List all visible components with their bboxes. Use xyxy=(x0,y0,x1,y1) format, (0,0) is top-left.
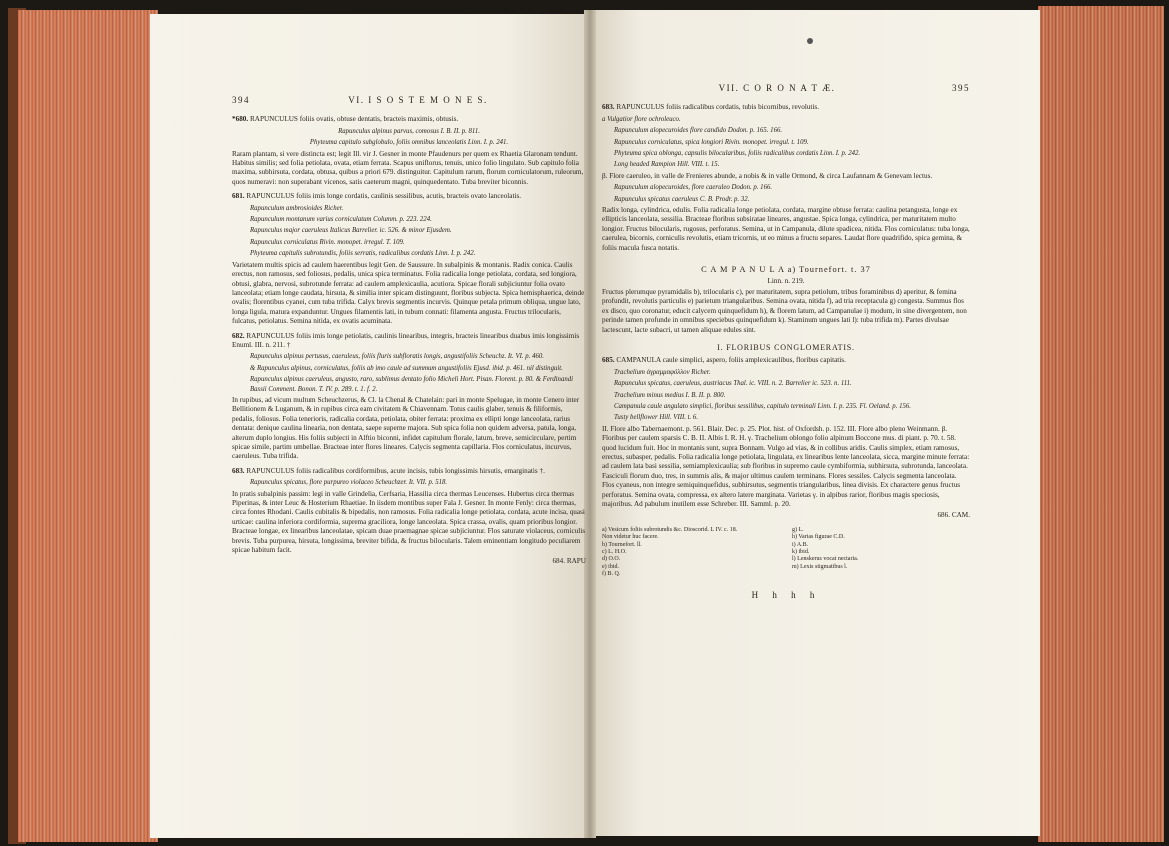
reference: & Rapunculus alpinus, corniculatus, foliis ab imo caule ad summum angustifoliis Ejusd. ibid. p. 461. nil distinguit. xyxy=(250,364,563,372)
reference: Trachelium minus medius I. B. II. p. 800. xyxy=(614,391,726,399)
reference: Rapunculus spicatus, flore purpureo violaceo Scheuchzer. It. VII. p. 518. xyxy=(250,479,448,487)
reference: Rapunculus alpinus caeruleus, angusto, raro, sublimus dentato folio Micheli Hort. Pisan. Florent. p. 80. & Ferdinandi Bassii Comment. Bonon. T. IV. p. 289. t. 1. f. 2. xyxy=(250,376,574,393)
reference: Phyteuma capitulo subglobulo, foliis omnibus lanceolatis Linn. I. p. 241. xyxy=(309,139,509,147)
reference: Rapunculus corniculatus Rivin. monopet. irregul. T. 109. xyxy=(250,238,405,246)
entry-body: Radix longa, cylindrica, edulis. Folia radicalia longe petiolata, cordata, margine obtuse ferrata: caulina petangusta, longe ex ellipticis lanceolata, sessilia. Bracteae floribus subsiratae lineares, angustae. Spica longa, cylindrica, per maturitatem multo longior. Fructus bilocularis, rugosus, perforatus. Semina, ut in Campanula, dilute spadicea, nitida. Flos corniculatus: tuba longa, caerulea, bicornis, corniculis revolutis, etiam tricornis, ut eo minus a fructu separes. Laudat flore quadrifido, spica gemina, & foliis macula fusca notatis. xyxy=(602,206,970,252)
entry-683: 683. RAPUNCULUS foliis radicalibus cordiformibus, acute incisis, tubis longissimis hirsutis, emarginatis †. xyxy=(232,466,545,475)
reference: Rapunculus spicatus caeruleus C. B. Prodr. p. 32. xyxy=(614,195,750,203)
reference: Phyteuma spica oblonga, capsulis bilocularibus, foliis radicalibus cordatis Linn. I. p. 242. xyxy=(614,150,861,158)
footnotes: a) Vesicum foliis subrotundis &c. Dioscorid. L IV. c. 18. Non videtur huc facere. b) Tournefort. ll. c) L. H.O. d) O.O. e) ibid. f) B. Q. g) L. h) Varias figurae C.D. i) A.B. k) ibid. l) Lenskerus vocat nectaria. m) Lexis stigmatibus l. xyxy=(602,526,859,578)
entry-680: *680. RAPUNCULUS foliis ovatis, obtuse dentatis, bracteis maximis, obtusis. xyxy=(232,115,459,124)
entry-body: II. Flore albo Tabernaemont. p. 561. Blair. Dec. p. 25. Plot. hist. of Oxfordsh. p. 152. III. Flore albo pleno Weinmann. β. Floribus per caulem sparsis C. B. II. Albis I. R. H. γ. Trachelium oblongo folio alpinum Boccone mus. di piant. p. 70. t. 58. quod lucidum fuit. Hoc in montanis sunt, supra Bonnam. Vulgo ad vias, & in collibus aridis. Caulis simplex, etiam ramosus, erectus, subasper, pedalis. Folia radicalia longe petiolata, lingulata, ex linearibus lente lanceolata, sicca, margine minute ferrata: ad caulem lata basi sessilia, semiamplexicaulia; sub floribus in supremo caule cymbiformia, subhirsuta, subrotunda, lanceolata. Fasciculi florum duo, tres, in summis alis, & major ultimus caulem terminans. Flores sessiles. Calycis segmenta lanceolata. Flos cyaneus, non integre semiquinquefidus, subhirsutus, segmentis triangularibus, linea divisis. Ex charactere genus fructus perforatus. Semina ovata, compressa, ex altero latere marginata. Varietas γ. in alpibus rarior, floribus magis speciosis, majoribus. Ad pabulum inutilem esse Schreber. III. Samml. p. 20. xyxy=(602,424,970,509)
entry-683-right: 683. RAPUNCULUS foliis radicalibus cordatis, tubis bicornibus, revolutis. xyxy=(602,103,820,112)
entry-body: In pratis subalpinis passim: legi in valle Grindelia, Cerfsaria, Hassilia circa thermas Leucenses. Hubertus circa thermas Piperinas, & inter Leuc & Hosterium Rhaetiae. In iisdem montibus super Fala J. Gesner. In monte Fenly: circa thermas, circa fontes Rhodani. Caulis cubitalis & bipedalis, non ramosus. Folia radicalia longe petiolata, cordata, acute incisa, quasi urticae: caulina inferiora cordiformia, suprema graciliora, longe lanceolata. Spica crassa, ovalis, quam prioribus longior. Bracteae longae, ex linearibus lanceolatae, spicam duae praemagnae spicae subjiciuntur. Flos saturate violaceus, corniculis brevis. Tuba purpurea, hirsuta, longissima, breviter bifida, & fructus bilocularis. Talem eminentiam longitudo peculiarem spicae habitum facit. xyxy=(232,489,586,555)
reference: Rapunculus alpinus pertusus, caeruleus, foliis fluris subfloratis longis, angustifoliis Scheuchz. It. VI. p. 460. xyxy=(250,353,544,361)
page-edges-left xyxy=(18,10,158,842)
entry-body: Raram plantam, si vere distincta est; legit Ill. vir J. Gesner in monte Pfaudenurs per quem ex Rhaetia Glaronam tendunt. Habitus similis; sed folia petiolata, ovata, etiam ferrata. Scapus uniflorus, tenuis, unico folio lingulato. Sub capitulo folia maxima, subhirsuta, cordata, obtusa, quibus a priori 679. distinguitur. Capitulum rarum, florum corniculatorum, ruleorum, quos numeravi: non superabant vicenos, satis caeterum magni, quinquedentato. Tuba breviter biconnis. xyxy=(232,149,584,186)
binding-hole xyxy=(807,38,813,44)
reference: Rapunculum alopecuroides, flore caeruleo Dodon. p. 166. xyxy=(614,184,773,192)
entry-685: 685. CAMPANULA caule simplici, aspero, foliis amplexicaulibus, floribus capitatis. xyxy=(602,356,846,365)
entry-body: Varietatem multis spicis ad caulem haerentibus legit Gen. de Saussure. In subalpinis & montanis. Radix conica. Caulis erectus, non ramosus, sed foliosus, pedalis, unica spica terminatus. Folia radicalia longe petiolata, cordata, sed longiora, obtusi, glabra, nervosi, subrotunde ferrata: ad caulem amplexicaulia, acutiora. Spicae florali subjiciuntur folia ovato lanceolata; etiam longe caudata, hirsuta, & similia inter spicam distinguunt, floribus subjecta. Spica hemisphaerica, deinde ovalis; florentibus cyanei, cum tuba trifida. Calyx brevis segmentis incurvis. Quinque petala primum obliqua, ungue lato, longa ligula, matura expanduntur. Ungues filamentis lati, in tubum connati: filamenta angusta. Fructus trilocularis, fulcatus, petiolatus. Semina nitida, ex ovatis acuminata. xyxy=(232,260,585,326)
genus-ref: Linn. n. 219. xyxy=(767,276,805,285)
left-section-header: VI. I S O S T E M O N E S. xyxy=(348,95,488,105)
section-heading: I. FLORIBUS CONGLOMERATIS. xyxy=(717,342,855,352)
reference: Campanula caule angulato simplici, floribus sessilibus, capitulo terminali Linn. I. p. 235. Fl. Oeland. p. 156. xyxy=(614,402,911,410)
entry-682: 682. RAPUNCULUS foliis imis longe petiolatis, caulinis linearibus, integris, bracteis linearibus duabus imis longissimis Enuml. III. n. 211. † xyxy=(232,331,580,349)
right-section-header: VII. C O R O N A T Æ. xyxy=(718,83,836,93)
reference: Tusty bellflower Hill. VIII. t. 6. xyxy=(614,414,699,422)
variety-beta: β. Flore caeruleo, in valle de Frenieres abunde, a nobis & in valle Ormond, & circa Laufannam & Genevam lectus. xyxy=(602,171,933,180)
right-running-head xyxy=(602,84,970,93)
catchword-right: 686. CAM. xyxy=(937,511,970,520)
left-text-column xyxy=(232,96,586,569)
reference: Long headed Rampion Hill. VIII. t. 15. xyxy=(614,161,720,169)
reference: Rapunculus corniculatus, spica longiori Rivin. monopet. irregul. t. 109. xyxy=(614,138,809,146)
left-running-head xyxy=(232,96,586,105)
reference: a Vulgatior flore ochroleuco. xyxy=(602,115,681,123)
reference: Rapunculum alopecuroides flore candido Dodon. p. 165. 166. xyxy=(614,127,783,135)
genus-description: Fructus plerumque pyramidalis b), trilocularis c), per maturitatem, supra petiolum, tribus foraminibus d) aperitur, & femina profundit, revolutis particulis e) parietum triangularibus. Semina ovata, nitida f), ad tria receptacula g) congesta. Summus flos ex disco, quo coronatur, educit calycem quinquefidum h), & florem latum, ad Campanulae i) modum, in sine divergentem, non perinde tamen profunde in omnibus speciebus quinquefidum k). Staminum ungues lati l): tuba trifida m). Partes divulsae lactescunt, lacte subacri, ut tamen aliquae edules sint. xyxy=(602,287,967,334)
reference: Rapunculus major caeruleus Italicus Barrelier. ic. 526. & minor Ejusdem. xyxy=(250,227,452,235)
reference: Phyteuma capitulis subrotundis, foliis serratis, radicalibus cordatis Linn. I. p. 242. xyxy=(250,250,476,258)
catchword: 684. RAPU xyxy=(552,557,586,566)
right-text-column xyxy=(602,84,970,600)
page-edges-right xyxy=(1038,6,1164,842)
left-page-number: 394 xyxy=(232,95,250,105)
reference: Trachelium ἀγραμμαφόλλον Richer. xyxy=(614,368,711,376)
entry-681: 681. RAPUNCULUS foliis imis longe cordatis, caulinis sessilibus, acutis, bracteis ovato lanceolatis. xyxy=(232,192,522,201)
reference: Rapunculum montanum varius corniculatum Columm. p. 223. 224. xyxy=(250,216,432,224)
reference: Rapunculus spicatus, caeruleus, austriacus Thal. ic. VIII. n. 2. Barrelier ic. 523. n. 111. xyxy=(614,380,852,388)
right-page-number: 395 xyxy=(952,83,970,93)
entry-body: In rupibus, ad vicum multum Scheuchzerus, & Cl. la Chenal & Chatelain: pari in monte Spelugae, in monte Cenero inter Bellitionem & Luganum, & in rupibus circa eam civitatem & Chiavennam. Totus caulis glaber, tenuis & filiformis, pedalis, foliosus. Folia tenerioris, radicalia cordata, petiolata, obiter ferrata: proxima ex ellipti longe lanceolata, rarius dentata: denique caulina linearia, non dentata, saepe superne majora. Sub spica folia non quidem adversa, patula, longa, alterum duplo longius. His foliis subjecti in Alftio biconni, infidet capitulum florale, latum, breve, semicirculare, pertim spicae simile, partim umbellae. Bracteae inter flores lineares. Calycis segmenta capillaria. Flos corniculatus, incurvus, caeruleus. Tuba trifida. xyxy=(232,395,580,461)
reference: Rapunculus alpinus parvus, comosus I. B. II. p. 811. xyxy=(338,127,480,135)
reference: Rapunculum ambrosioides Richer. xyxy=(250,204,344,212)
genus-title: C A M P A N U L A a) Tournefort. t. 37 xyxy=(701,265,871,275)
signature-mark: H h h h xyxy=(751,589,821,600)
